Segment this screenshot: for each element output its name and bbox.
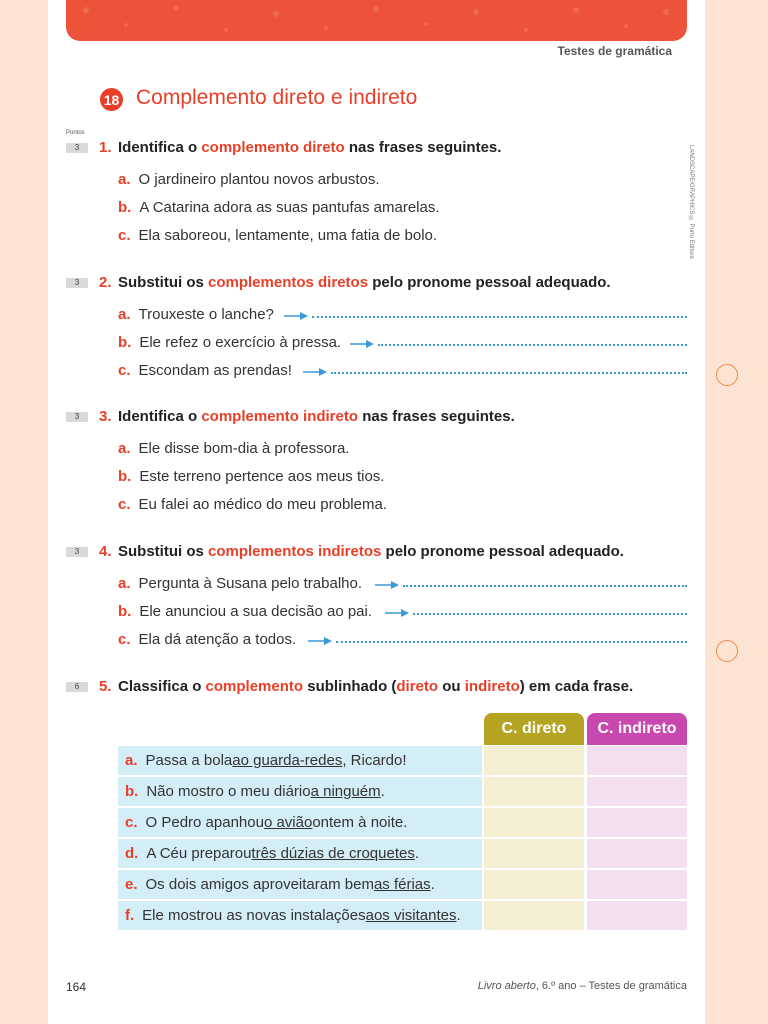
direto-answer-cell[interactable] <box>484 746 584 775</box>
book-footer: Livro aberto, 6.º ano – Testes de gramática <box>477 980 687 992</box>
points-badge: 3 <box>66 412 88 422</box>
header-banner <box>66 0 687 41</box>
question-text: Substitui os complementos diretos pelo pronome pessoal adequado. <box>118 274 611 291</box>
table-row: a. Passa a bola ao guarda-redes , Ricardo! <box>118 746 482 775</box>
question-number: 3. <box>99 408 112 425</box>
points-column-label: Pontos <box>66 130 85 136</box>
answer-line[interactable] <box>336 641 687 643</box>
indireto-answer-cell[interactable] <box>587 901 687 930</box>
table-row: f. Ele mostrou as novas instalações aos visitantes . <box>118 901 482 930</box>
direto-answer-cell[interactable] <box>484 777 584 806</box>
direto-answer-cell[interactable] <box>484 839 584 868</box>
table-row: c. O Pedro apanhou o avião ontem à noite. <box>118 808 482 837</box>
right-arrow-icon <box>375 581 399 589</box>
table-row: b. Não mostro o meu diário a ninguém . <box>118 777 482 806</box>
list-item: c. Eu falei ao médico do meu problema. <box>118 496 387 513</box>
header-label: Testes de gramática <box>557 44 672 58</box>
list-item: a. Ele disse bom-dia à professora. <box>118 440 350 457</box>
right-arrow-icon <box>284 312 308 320</box>
page-number: 164 <box>66 980 87 994</box>
right-arrow-icon <box>350 340 374 348</box>
indireto-answer-cell[interactable] <box>587 746 687 775</box>
question-number: 1. <box>99 139 112 156</box>
table-row: e. Os dois amigos aproveitaram bem as férias . <box>118 870 482 899</box>
direto-answer-cell[interactable] <box>484 870 584 899</box>
question-text: Substitui os complementos indiretos pelo pronome pessoal adequado. <box>118 543 624 560</box>
right-arrow-icon <box>385 609 409 617</box>
list-item: a. O jardineiro plantou novos arbustos. <box>118 171 380 188</box>
question-text: Identifica o complemento direto nas frases seguintes. <box>118 139 502 156</box>
answer-line[interactable] <box>312 316 687 318</box>
indireto-answer-cell[interactable] <box>587 808 687 837</box>
points-badge: 3 <box>66 143 88 153</box>
column-header-direto: C. direto <box>484 713 584 745</box>
answer-line[interactable] <box>413 613 687 615</box>
list-item: c. Ela saboreou, lentamente, uma fatia de bolo. <box>118 227 438 244</box>
answer-line[interactable] <box>331 372 687 374</box>
question-number: 2. <box>99 274 112 291</box>
indireto-answer-cell[interactable] <box>587 777 687 806</box>
unit-number-badge: 18 <box>100 88 123 111</box>
points-badge: 3 <box>66 278 88 288</box>
direto-answer-cell[interactable] <box>484 808 584 837</box>
direto-answer-cell[interactable] <box>484 901 584 930</box>
margin-circle-icon <box>716 640 738 662</box>
side-credit: LANDSCAPE/GRAPHICS © Porto Editora <box>688 145 694 259</box>
right-arrow-icon <box>303 368 327 376</box>
indireto-answer-cell[interactable] <box>587 870 687 899</box>
list-item: c. Escondam as prendas! <box>118 362 292 379</box>
answer-line[interactable] <box>378 344 687 346</box>
question-text: Classifica o complemento sublinhado (direto ou indireto) em cada frase. <box>118 678 634 695</box>
points-badge: 3 <box>66 547 88 557</box>
points-badge: 6 <box>66 682 88 692</box>
question-number: 4. <box>99 543 112 560</box>
list-item: c. Ela dá atenção a todos. <box>118 631 297 648</box>
page-title: Complemento direto e indireto <box>136 86 418 109</box>
list-item: b. Este terreno pertence aos meus tios. <box>118 468 385 485</box>
list-item: a. Trouxeste o lanche? <box>118 306 274 323</box>
list-item: b. Ele refez o exercício à pressa. <box>118 334 342 351</box>
question-text: Identifica o complemento indireto nas frases seguintes. <box>118 408 515 425</box>
question-number: 5. <box>99 678 112 695</box>
answer-line[interactable] <box>403 585 687 587</box>
list-item: a. Pergunta à Susana pelo trabalho. <box>118 575 363 592</box>
list-item: b. A Catarina adora as suas pantufas amarelas. <box>118 199 440 216</box>
column-header-indireto: C. indireto <box>587 713 687 745</box>
table-row: d. A Céu preparou três dúzias de croquetes . <box>118 839 482 868</box>
indireto-answer-cell[interactable] <box>587 839 687 868</box>
list-item: b. Ele anunciou a sua decisão ao pai. <box>118 603 373 620</box>
margin-circle-icon <box>716 364 738 386</box>
banner-pattern <box>66 0 687 41</box>
right-arrow-icon <box>308 637 332 645</box>
